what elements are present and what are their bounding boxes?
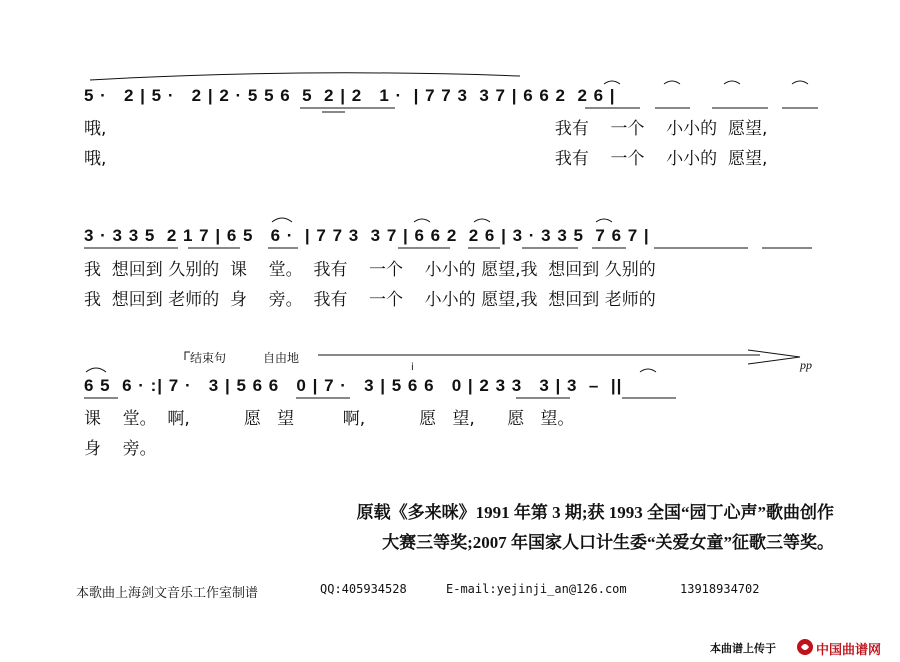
- score-line-1-notes: 5 · 2 | 5 · 2 | 2 · 5 5 6 5 2 | 2 1 · | 7 7 3 3 7 | 6 6 2 2 6 |: [84, 86, 616, 105]
- score-line-2-lyric-verse-2: 我 想回到 老师的 身 旁。 我有 一个 小小的 愿望,我 想回到 老师的: [84, 290, 656, 310]
- phrase-slur-line-1: [90, 73, 520, 80]
- score-line-1-lyric-verse-1: 哦, 我有 一个 小小的 愿望,: [84, 119, 768, 139]
- score-line-3-lyric-verse-2: 身 旁。: [84, 439, 157, 459]
- dynamic-pianissimo: pp: [800, 358, 812, 372]
- credit-phone: 13918934702: [680, 582, 760, 596]
- credit-studio: 本歌曲上海剑文音乐工作室制谱: [76, 586, 259, 601]
- credit-qq: QQ:405934528: [320, 582, 407, 596]
- grace-note: i: [411, 362, 414, 373]
- direction-freely: 自由地: [263, 351, 300, 365]
- upload-note: 本曲谱上传于: [710, 642, 776, 655]
- source-note-line-1: 原载《多来咪》1991 年第 3 期;获 1993 全国“园丁心声”歌曲创作: [356, 503, 834, 522]
- credit-email: E-mail:yejinji_an@126.com: [446, 582, 627, 596]
- score-line-2-notes: 3 · 3 3 5 2 1 7 | 6 5 6 · | 7 7 3 3 7 | 6 6 2 2 6 | 3 · 3 3 5 7 6 7 |: [84, 226, 650, 245]
- score-line-3-notes: 6 5 6 · :| 7 · 3 | 5 6 6 0 | 7 · 3 | 5 6 6 0 | 2 3 3 3 | 3 – ||: [84, 376, 623, 395]
- logo-text: 中国曲谱网: [816, 643, 882, 658]
- score-line-1-lyric-verse-2: 哦, 我有 一个 小小的 愿望,: [84, 149, 768, 169]
- source-note-line-2: 大赛三等奖;2007 年国家人口计生委“关爱女童”征歌三等奖。: [382, 533, 834, 552]
- direction-ending-phrase: 结束句: [190, 351, 227, 365]
- score-line-2-lyric-verse-1: 我 想回到 久别的 课 堂。 我有 一个 小小的 愿望,我 想回到 久别的: [84, 260, 656, 280]
- score-line-3-lyric-verse-1: 课 堂。 啊, 愿 望 啊, 愿 望, 愿 望。: [84, 409, 575, 429]
- logo-mark-icon: [796, 638, 814, 656]
- site-logo: [796, 636, 896, 658]
